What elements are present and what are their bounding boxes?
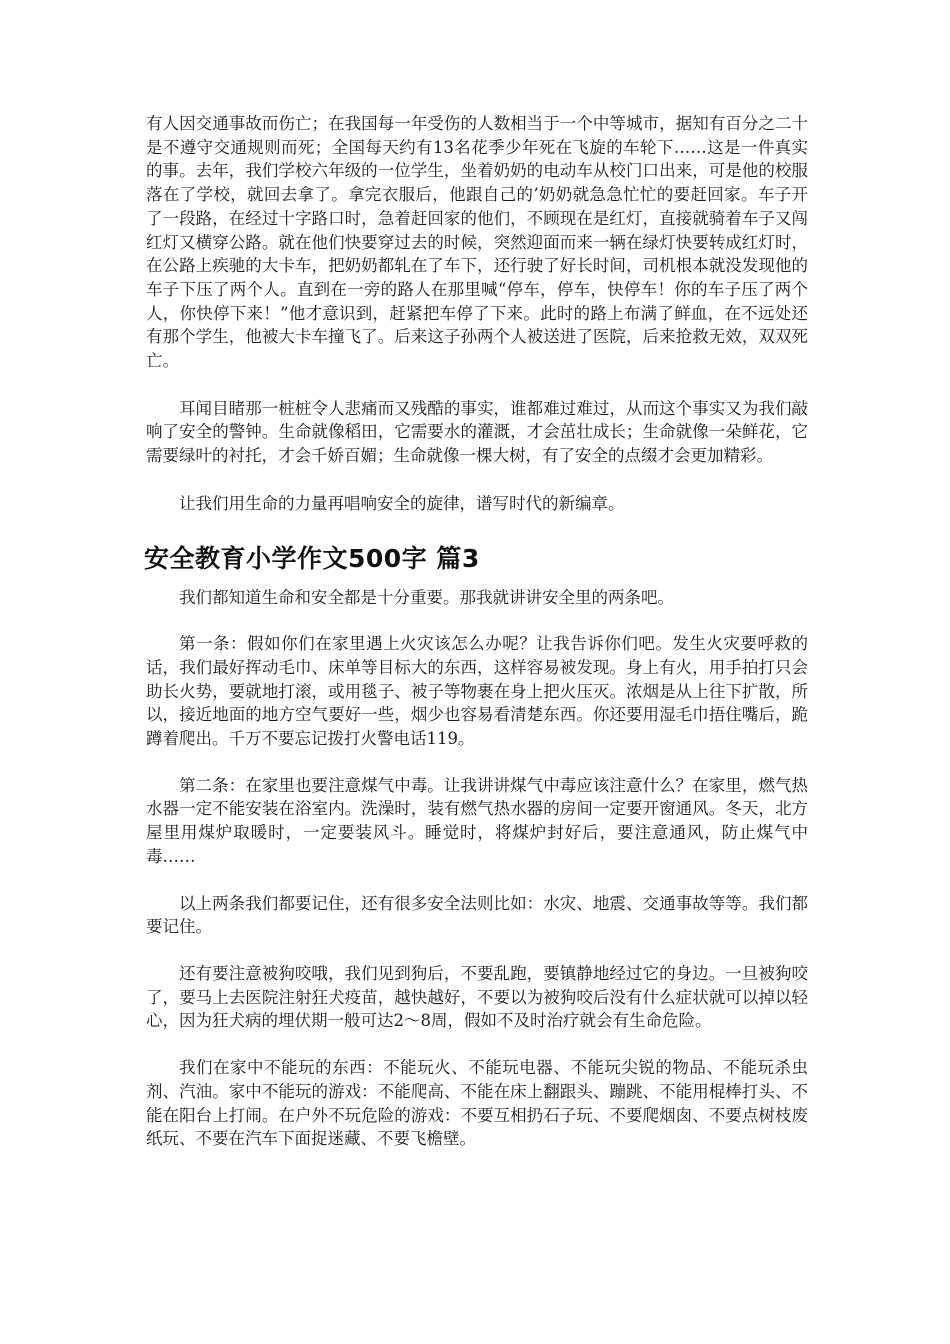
- paragraph-remember-rules: 以上两条我们都要记住，还有很多安全法则比如：水灾、地震、交通事故等等。我们都要记住。: [146, 893, 808, 937]
- paragraph-dog-bite: 还有要注意被狗咬哦，我们见到狗后，不要乱跑，要镇静地经过它的身边。一旦被狗咬了，要马上去医院注射狂犬疫苗，越快越好，不要以为被狗咬后没有什么症状就可以掉以轻心，因为狂犬病的埋伏期一般可达2～8周，假如不及时治疗就会有生命危险。: [146, 963, 808, 1031]
- paragraph-intro: 我们都知道生命和安全都是十分重要。那我就讲讲安全里的两条吧。: [179, 587, 674, 607]
- paragraph-safety-melody: 让我们用生命的力量再唱响安全的旋律，谱写时代的新编章。: [179, 493, 625, 513]
- paragraph-home-dangers: 我们在家中不能玩的东西：不能玩火、不能玩电器、不能玩尖锐的物品、不能玩杀虫剂、汽油。家中不能玩的游戏：不能爬高、不能在床上翻跟头、蹦跳、不能用棍棒打头、不能在阳台上打闹。在户外不玩危险的游戏：不要互相扔石子玩、不要爬烟囱、不要点树枝废纸玩、不要在汽车下面捉迷藏、不要飞檐壁。: [146, 1058, 808, 1149]
- paragraph-fire-safety: 第一条：假如你们在家里遇上火灾该怎么办呢？让我告诉你们吧。发生火灾要呼救的话，我们最好挥动毛巾、床单等目标大的东西，这样容易被发现。身上有火，用手拍打只会助长火势，要就地打滚，或用毯子、被子等物裹在身上把火压灭。浓烟是从上往下扩散，所以，接近地面的地方空气要好一些，烟少也容易看清楚东西。你还要用湿毛巾捂住嘴后，跪蹲着爬出。千万不要忘记拨打火警电话119。: [146, 634, 808, 749]
- paragraph-traffic-story: 有人因交通事故而伤亡；在我国每一年受伤的人数相当于一个中等城市，据知有百分之二十是不遵守交通规则而死；全国每天约有13名花季少年死在飞旋的车轮下……这是一件真实的事。去年，我们学校六年级的一位学生，坐着奶奶的电动车从校门口出来，可是他的校服落在了学校，就回去拿了。拿完衣服后，他跟自己的’奶奶就急急忙忙的要赶回家。车子开了一段路，在经过十字路口时，急着赶回家的他们，不顾现在是红灯，直接就骑着车子又闯红灯又横穿公路。就在他们快要穿过去的时候，突然迎面而来一辆在绿灯快要转成红灯时，在公路上疾驰的大卡车，把奶奶都轧在了车下，还行驶了好长时间，司机根本就没发现他的车子下压了两个人。直到在一旁的路人在那里喊“停车，停车，快停车！你的车子压了两个人，你快停下来！”他才意识到，赶紧把车停了下来。此时的路上布满了鲜血，在不远处还有那个学生，他被大卡车撞飞了。后来这子孙两个人被送进了医院，后来抢救无效，双双死亡。: [146, 114, 808, 371]
- paragraph-safety-alarm: 耳闻目睹那一桩桩令人悲痛而又残酷的事实，谁都难过难过，从而这个事实又为我们敲响了安全的警钟。生命就像稻田，它需要水的灌溉，才会茁壮成长；生命就像一朵鲜花，它需要绿叶的衬托，才会千娇百媚；生命就像一棵大树，有了安全的点缀才会更加精彩。: [146, 398, 808, 466]
- section-heading: 安全教育小学作文500字 篇3: [144, 543, 480, 573]
- document-page: [146, 112, 808, 1151]
- paragraph-gas-safety: 第二条：在家里也要注意煤气中毒。让我讲讲煤气中毒应该注意什么？在家里，燃气热水器一定不能安装在浴室内。洗澡时，装有燃气热水器的房间一定要开窗通风。冬天，北方屋里用煤炉取暖时，一定要装风斗。睡觉时，将煤炉封好后，要注意通风，防止煤气中毒……: [146, 775, 808, 866]
